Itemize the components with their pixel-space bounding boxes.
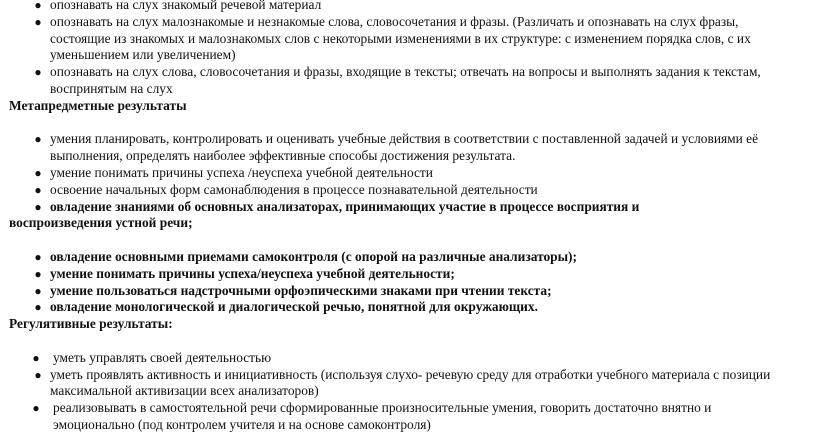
list-item: [0, 14, 816, 64]
spacer: [0, 115, 816, 132]
list-item: [0, 182, 816, 199]
meta-bold-list: [0, 249, 816, 316]
spacer: [0, 333, 816, 350]
list-item-text: опознавать на слух знакомый речевой материал: [50, 0, 322, 12]
bullet-icon: ●: [34, 300, 42, 315]
regul-list: [0, 350, 816, 434]
bullet-icon: ●: [34, 0, 42, 12]
list-item-text: реализовывать в самостоятельной речи сформированные произносительные умения, говорить достаточно внятно и эмоционально (под контролем учителя и на основе самоконтроля): [53, 400, 712, 432]
list-item-text: умение понимать причины успеха /неуспеха учебной деятельности: [50, 164, 433, 180]
list-item: [0, 0, 816, 14]
bullet-icon: ●: [34, 199, 42, 214]
list-item-text: опознавать на слух малознакомые и незнакомые слова, словосочетания и фразы. (Различать и опознавать на слух фразы, состоящие из знакомых и малознакомых слов с некоторыми изменениями в их структуре: с изменением порядка слов, с их уменьшением или увеличением): [50, 13, 751, 63]
list-item-text: овладение монологической и диалогической речью, понятной для окружающих.: [50, 299, 538, 315]
list-item: [0, 165, 816, 182]
list-item-text: умение пользоваться надстрочными орфоэпическими знаками при чтении текста;: [50, 282, 552, 298]
bullet-icon: ●: [34, 65, 42, 80]
bullet-icon: ●: [32, 350, 40, 365]
bullet-icon: ●: [32, 401, 40, 416]
list-item-text: овладение основными приемами самоконтроля (с опорой на различные анализаторы);: [50, 248, 577, 264]
section-heading-regulative: Регулятивные результаты:: [9, 316, 173, 332]
bullet-icon: ●: [34, 367, 42, 382]
list-item-text: умение понимать причины успеха/неуспеха учебной деятельности;: [50, 265, 455, 281]
list-item: [0, 64, 816, 98]
bullet-icon: ●: [34, 266, 42, 281]
meta-list: [0, 131, 816, 215]
list-item: [0, 367, 816, 401]
bullet-icon: ●: [34, 14, 42, 29]
list-item: [0, 283, 816, 300]
list-item: [0, 249, 816, 266]
list-item: [0, 350, 816, 367]
list-item-text: уметь проявлять активность и инициативность (используя слухо- речевую среду для отработки учебного материала с позиции максимальной активизации всех анализаторов): [50, 366, 771, 399]
section-heading-meta: Метапредметные результаты: [9, 97, 187, 113]
listening-list: [0, 0, 816, 98]
spacer: [0, 232, 816, 249]
list-item: [0, 400, 816, 434]
list-item-continuation: воспроизведения устной речи;: [9, 215, 193, 231]
bullet-icon: ●: [34, 165, 42, 180]
bullet-icon: ●: [34, 182, 42, 197]
list-item: [0, 299, 816, 316]
bullet-icon: ●: [34, 249, 42, 264]
bullet-icon: ●: [34, 132, 42, 147]
bullet-icon: ●: [34, 283, 42, 298]
list-item: [0, 131, 816, 165]
list-item-text: умения планировать, контролировать и оценивать учебные действия в соответствии с поставленной задачей и условиями её выполнения, определять наиболее эффективные способы достижения результата.: [50, 131, 759, 164]
list-item: [0, 199, 816, 216]
list-item-text: освоение начальных форм самонаблюдения в процессе познавательной деятельности: [50, 181, 538, 197]
list-item: [0, 266, 816, 283]
list-item-text: опознавать на слух слова, словосочетания и фразы, входящие в тексты; отвечать на вопросы и выполнять задания к текстам, воспринятым на слух: [50, 64, 761, 96]
list-item-text: овладение знаниями об основных анализаторах, принимающих участие в процессе восприятия и: [50, 198, 640, 214]
list-item-text: уметь управлять своей деятельностью: [53, 349, 272, 365]
